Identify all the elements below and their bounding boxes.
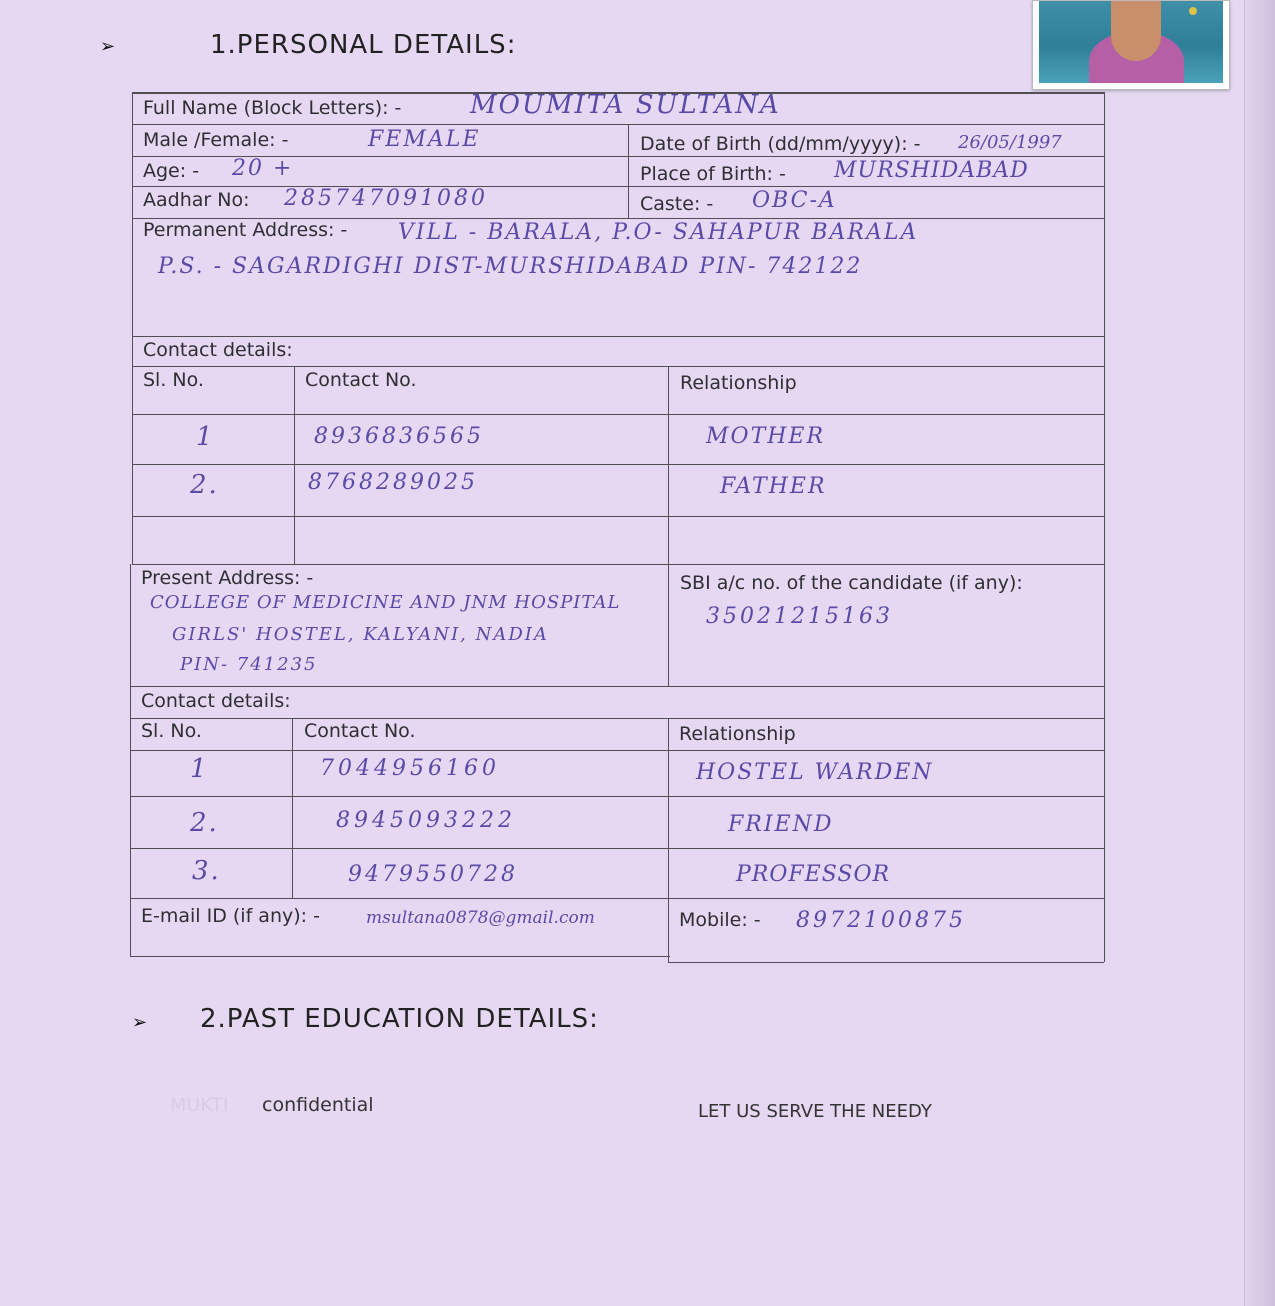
permanent-address-line2: P.S. - SAGARDIGHI DIST-MURSHIDABAD PIN- 742122	[158, 254, 863, 279]
full-name-value: MOUMITA SULTANA	[470, 90, 781, 120]
section-heading-education: 2.PAST EDUCATION DETAILS:	[200, 1004, 599, 1034]
mobile-value: 8972100875	[796, 908, 966, 933]
place-of-birth-value: MURSHIDABAD	[834, 158, 1029, 183]
paper-edge	[1244, 0, 1275, 1306]
age-value: 20 +	[232, 156, 294, 181]
contact2-row3-number: 9479550728	[348, 862, 518, 887]
contact-header-relationship-2: Relationship	[679, 723, 796, 745]
contact1-row1-relationship: MOTHER	[706, 424, 826, 449]
contact2-row2-relationship: FRIEND	[728, 812, 834, 837]
contact-header-slno-2: Sl. No.	[141, 720, 202, 742]
permanent-address-line1: VILL - BARALA, P.O- SAHAPUR BARALA	[398, 220, 919, 245]
contact2-row3-relationship: PROFESSOR	[736, 862, 891, 887]
contact2-row1-relationship: HOSTEL WARDEN	[696, 760, 934, 785]
present-address-line2: GIRLS' HOSTEL, KALYANI, NADIA	[172, 624, 549, 645]
caste-value: OBC-A	[752, 188, 837, 213]
present-address-label: Present Address: -	[141, 567, 314, 589]
passport-photo	[1032, 0, 1230, 90]
aadhar-label: Aadhar No:	[143, 189, 250, 211]
permanent-address-label: Permanent Address: -	[143, 219, 348, 241]
footer-brand-watermark: MUKTI	[170, 1094, 229, 1116]
present-address-line1: COLLEGE OF MEDICINE AND JNM HOSPITAL	[150, 592, 621, 613]
sbi-account-label: SBI a/c no. of the candidate (if any):	[680, 572, 1023, 594]
section-heading-personal: 1.PERSONAL DETAILS:	[210, 30, 517, 60]
full-name-label: Full Name (Block Letters): -	[143, 97, 402, 119]
contact-header-relationship-1: Relationship	[680, 372, 797, 394]
contact-details-title-2: Contact details:	[141, 690, 291, 712]
mobile-label: Mobile: -	[679, 909, 761, 931]
gender-label: Male /Female: -	[143, 129, 289, 151]
contact1-row1-number: 8936836565	[314, 424, 484, 449]
contact2-row1-number: 7044956160	[320, 756, 500, 781]
contact-header-number-1: Contact No.	[305, 369, 417, 391]
email-label: E-mail ID (if any): -	[141, 905, 320, 927]
contact2-row2-number: 8945093222	[336, 808, 516, 833]
contact-details-title-1: Contact details:	[143, 339, 293, 361]
contact1-row2-number: 8768289025	[308, 470, 478, 495]
contact2-row3-slno: 3.	[192, 856, 221, 886]
footer-confidential: confidential	[262, 1094, 374, 1116]
bullet-arrow-icon: ➢	[132, 1012, 148, 1033]
dob-value: 26/05/1997	[958, 132, 1062, 153]
place-of-birth-label: Place of Birth: -	[640, 163, 786, 185]
contact1-row1-slno: 1	[196, 422, 215, 452]
contact-header-slno-1: Sl. No.	[143, 369, 204, 391]
contact2-row2-slno: 2.	[190, 808, 219, 838]
caste-label: Caste: -	[640, 193, 714, 215]
gender-value: FEMALE	[368, 127, 481, 152]
bullet-arrow-icon: ➢	[100, 36, 116, 57]
sbi-account-value: 35021215163	[706, 604, 893, 629]
present-address-line3: PIN- 741235	[180, 654, 318, 675]
dob-label: Date of Birth (dd/mm/yyyy): -	[640, 133, 921, 155]
contact1-row2-relationship: FATHER	[720, 474, 827, 499]
age-label: Age: -	[143, 160, 200, 182]
contact1-row2-slno: 2.	[190, 470, 219, 500]
email-value: msultana0878@gmail.com	[366, 908, 595, 928]
aadhar-value: 285747091080	[284, 186, 488, 211]
contact2-row1-slno: 1	[190, 754, 209, 784]
contact-header-number-2: Contact No.	[304, 720, 416, 742]
footer-tagline: LET US SERVE THE NEEDY	[698, 1101, 932, 1122]
